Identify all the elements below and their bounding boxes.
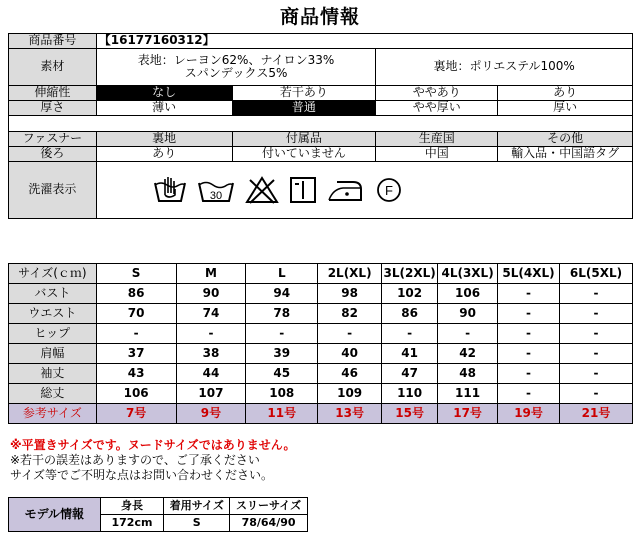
size-cell: -	[498, 284, 560, 304]
size-cell: -	[246, 324, 318, 344]
model-three-size-value: 78/64/90	[230, 515, 308, 532]
size-cell: -	[438, 324, 498, 344]
size-cell: -	[560, 284, 633, 304]
note-contact: サイズ等でご不明な点はお問い合わせください。	[10, 468, 274, 482]
table-row	[9, 284, 633, 304]
size-cell: 44	[176, 364, 246, 384]
size-cell: -	[318, 324, 382, 344]
ref-size-cell: 9号	[176, 404, 246, 424]
table-row	[9, 324, 633, 344]
size-cell: 45	[246, 364, 318, 384]
ref-size-cell: 7号	[96, 404, 176, 424]
thickness-option: 薄い	[96, 101, 232, 116]
model-three-size-label: スリーサイズ	[230, 498, 308, 515]
material-label: 素材	[9, 49, 97, 86]
wash-label: 洗濯表示	[9, 162, 97, 219]
size-cell: 110	[382, 384, 438, 404]
ref-size-cell: 17号	[438, 404, 498, 424]
model-height-label: 身長	[100, 498, 164, 515]
size-cell: 108	[246, 384, 318, 404]
size-cell: -	[498, 364, 560, 384]
accessory-value: 付いていません	[232, 147, 376, 162]
wash-temp-label: 30	[209, 190, 222, 202]
model-size-label: 着用サイズ	[164, 498, 230, 515]
thickness-label: 厚さ	[9, 101, 97, 116]
stretch-option: あり	[498, 86, 633, 101]
thickness-option-selected: 普通	[232, 101, 376, 116]
size-cell: 106	[96, 384, 176, 404]
size-cell: 94	[246, 284, 318, 304]
size-cell: 78	[246, 304, 318, 324]
ref-size-cell: 19号	[498, 404, 560, 424]
stretch-option: ややあり	[376, 86, 498, 101]
thickness-row	[9, 101, 633, 116]
size-col-header: 3L(2XL)	[382, 264, 438, 284]
detail-value-row	[9, 147, 633, 162]
material-outer-line1: 表地：レーヨン62%、ナイロン33%	[137, 52, 335, 67]
row-label: ウエスト	[9, 304, 97, 324]
row-label: 袖丈	[9, 364, 97, 384]
other-label: その他	[498, 132, 633, 147]
product-no-label: 商品番号	[9, 34, 97, 49]
thickness-option: やや厚い	[376, 101, 498, 116]
size-cell: 48	[438, 364, 498, 384]
ref-size-cell: 21号	[560, 404, 633, 424]
other-value: 輸入品・中国語タグ	[498, 147, 633, 162]
no-bleach-icon	[245, 175, 279, 205]
size-cell: 86	[382, 304, 438, 324]
size-col-header: 2L(XL)	[318, 264, 382, 284]
size-cell: 111	[438, 384, 498, 404]
wash-row	[9, 162, 633, 219]
size-cell: -	[498, 344, 560, 364]
model-size-value: S	[164, 515, 230, 532]
model-info-label: モデル情報	[9, 498, 101, 532]
detail-header-row	[9, 132, 633, 147]
wash-30-icon	[197, 175, 235, 205]
size-col-header: 6L(5XL)	[560, 264, 633, 284]
accessory-label: 付属品	[232, 132, 376, 147]
table-row	[9, 304, 633, 324]
size-cell: -	[96, 324, 176, 344]
size-cell: -	[560, 324, 633, 344]
size-cell: 47	[382, 364, 438, 384]
size-notes	[10, 438, 296, 483]
stretch-row	[9, 86, 633, 101]
size-cell: 90	[438, 304, 498, 324]
note-tolerance: ※若干の誤差はありますので、ご了承ください	[10, 453, 260, 467]
size-cell: 37	[96, 344, 176, 364]
size-cell: 82	[318, 304, 382, 324]
size-cell: 74	[176, 304, 246, 324]
product-no-row	[9, 34, 633, 49]
size-cell: 109	[318, 384, 382, 404]
spacer-row	[9, 116, 633, 132]
product-no-value: 【16177160312】	[96, 34, 632, 49]
size-col-header: M	[176, 264, 246, 284]
material-outer-line2: スパンデックス5%	[184, 66, 288, 80]
size-header-row	[9, 264, 633, 284]
dry-clean-f-icon	[375, 175, 403, 205]
size-col-header: L	[246, 264, 318, 284]
wash-symbols	[96, 162, 632, 219]
size-cell: 38	[176, 344, 246, 364]
size-cell: 41	[382, 344, 438, 364]
origin-value: 中国	[376, 147, 498, 162]
row-label: 肩幅	[9, 344, 97, 364]
page-title: 商品情報	[279, 6, 360, 28]
size-cell: 107	[176, 384, 246, 404]
line-dry-icon	[289, 175, 317, 205]
size-cell: -	[382, 324, 438, 344]
size-cell: 86	[96, 284, 176, 304]
ref-size-cell: 11号	[246, 404, 318, 424]
size-cell: 98	[318, 284, 382, 304]
spacer-cell	[9, 116, 633, 132]
table-row	[9, 344, 633, 364]
hand-wash-icon	[153, 175, 187, 205]
fastener-label: ファスナー	[9, 132, 97, 147]
thickness-option: 厚い	[498, 101, 633, 116]
size-cell: -	[560, 364, 633, 384]
size-cell: 106	[438, 284, 498, 304]
model-header-row	[9, 498, 308, 515]
size-cell: -	[560, 344, 633, 364]
size-cell: -	[498, 304, 560, 324]
ref-size-row	[9, 404, 633, 424]
material-lining: 裏地：ポリエステル100%	[376, 49, 633, 86]
size-cell: -	[560, 384, 633, 404]
model-height-value: 172cm	[100, 515, 164, 532]
table-row	[9, 384, 633, 404]
model-info-table	[8, 497, 308, 532]
ref-size-cell: 15号	[382, 404, 438, 424]
size-cell: -	[560, 304, 633, 324]
dry-clean-letter: F	[384, 183, 393, 198]
material-outer	[96, 49, 376, 86]
ref-size-cell: 13号	[318, 404, 382, 424]
stretch-option: 若干あり	[232, 86, 376, 101]
size-col-header: 5L(4XL)	[498, 264, 560, 284]
product-spec-table	[8, 33, 633, 219]
size-cell: 102	[382, 284, 438, 304]
ref-size-label: 参考サイズ	[9, 404, 97, 424]
size-cell: -	[498, 384, 560, 404]
lining-label: 裏地	[96, 132, 232, 147]
size-cell: 90	[176, 284, 246, 304]
row-label: バスト	[9, 284, 97, 304]
row-label: ヒップ	[9, 324, 97, 344]
size-cell: -	[176, 324, 246, 344]
stretch-option-selected: なし	[96, 86, 232, 101]
row-label: 総丈	[9, 384, 97, 404]
size-col-header: S	[96, 264, 176, 284]
lining-value: あり	[96, 147, 232, 162]
size-header-label: サイズ(ｃｍ)	[9, 264, 97, 284]
origin-label: 生産国	[376, 132, 498, 147]
size-table	[8, 263, 633, 424]
table-row	[9, 364, 633, 384]
low-iron-icon	[327, 175, 365, 205]
size-cell: -	[498, 324, 560, 344]
size-cell: 46	[318, 364, 382, 384]
size-cell: 43	[96, 364, 176, 384]
size-cell: 40	[318, 344, 382, 364]
size-cell: 70	[96, 304, 176, 324]
stretch-label: 伸縮性	[9, 86, 97, 101]
size-cell: 42	[438, 344, 498, 364]
fastener-value: 後ろ	[9, 147, 97, 162]
note-flat-measurement: ※平置きサイズです。ヌードサイズではありません。	[10, 438, 296, 452]
size-col-header: 4L(3XL)	[438, 264, 498, 284]
size-cell: 39	[246, 344, 318, 364]
material-row	[9, 49, 633, 86]
